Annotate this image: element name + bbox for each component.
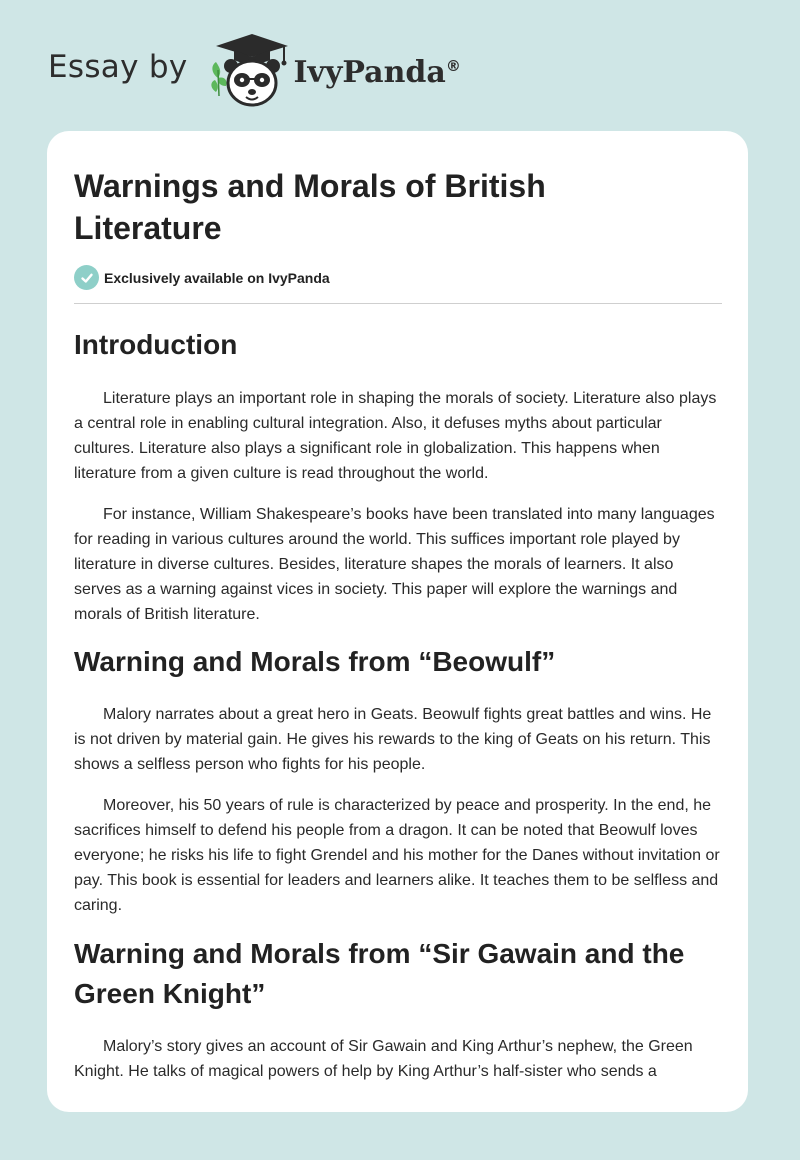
registered-mark: ® [445, 56, 461, 75]
paragraph: Malory narrates about a great hero in Geats. Beowulf fights great battles and wins. He is not driven by material gain. He gives his rewards to the king of Geats on his return. This shows a selfless person who fights for his people. [74, 706, 712, 773]
checkmark-icon [74, 265, 99, 290]
section-heading-beowulf: Warning and Morals from “Beowulf” [74, 646, 556, 677]
panda-graduate-icon [202, 30, 294, 110]
article-card [47, 131, 748, 1112]
paragraph: Malory’s story gives an account of Sir Gawain and King Arthur’s nephew, the Green Knight. He talks of magical powers of help by King Arthur’s half-sister who sends a [74, 1038, 693, 1080]
brand-name [294, 55, 461, 90]
section-heading-sir-gawain: Warning and Morals from “Sir Gawain and the Green Knight” [74, 938, 685, 1009]
section-heading-introduction: Introduction [74, 329, 238, 360]
brand-prefix: Essay by [48, 49, 188, 85]
exclusive-badge [74, 265, 722, 290]
paragraph: Literature plays an important role in shaping the morals of society. Literature also plays a central role in enabling cultural integration. Also, it defuses myths about particular cultures. Literature also plays a significant role in globalization. This happens when literature from a given culture is read throughout the world. [74, 390, 717, 482]
brand-name-text: IvyPanda [293, 54, 446, 90]
article-title: Warnings and Morals of British Literature [74, 168, 546, 246]
divider [74, 303, 722, 304]
paragraph: Moreover, his 50 years of rule is characterized by peace and prosperity. In the end, he sacrifices himself to defend his people from a dragon. It can be noted that Beowulf loves everyone; he risks his life to fight Grendel and his mother for the Danes without invitation or pay. This book is essential for leaders and learners alike. It teaches them to be selfless and caring. [74, 797, 720, 914]
paragraph: For instance, William Shakespeare’s books have been translated into many languages for reading in various cultures around the world. This suffices important role played by literature in diverse cultures. Besides, literature shapes the morals of learners. It also serves as a warning against vices in society. This paper will explore the warnings and morals of British literature. [74, 506, 715, 623]
brand-header[interactable] [48, 30, 461, 110]
exclusive-text: Exclusively available on IvyPanda [104, 269, 330, 286]
